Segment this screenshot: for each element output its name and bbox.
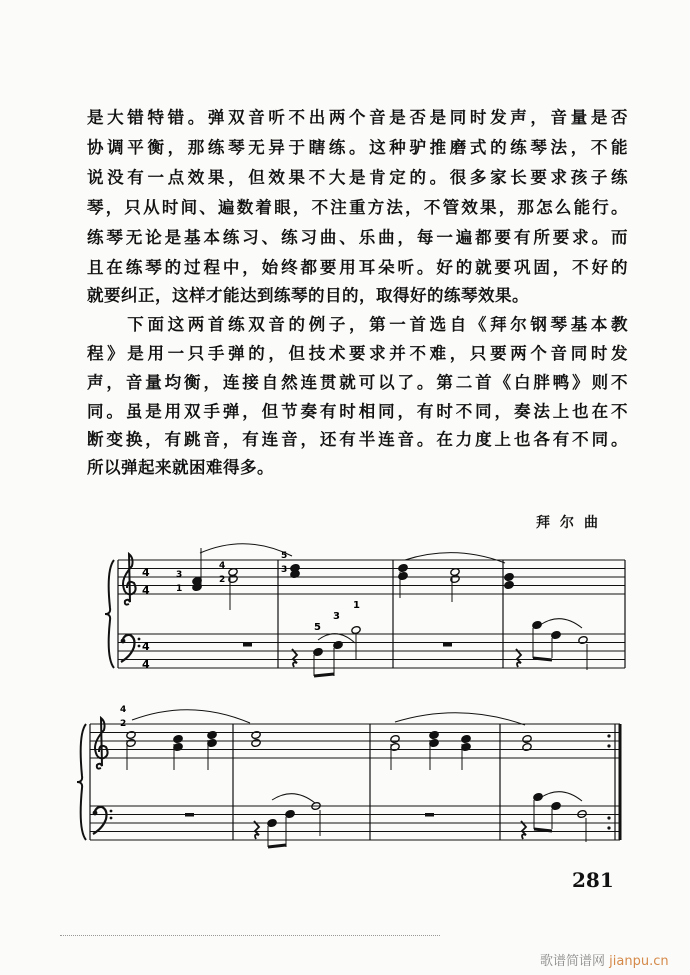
fingering: 3 bbox=[333, 611, 340, 622]
note-head bbox=[390, 735, 400, 744]
bass-clef-dot bbox=[110, 817, 113, 820]
whole-rest bbox=[443, 643, 452, 647]
bass-clef-dot bbox=[93, 811, 98, 816]
watermark-url: jianpu.cn bbox=[609, 954, 669, 969]
note-head bbox=[578, 636, 588, 645]
watermark-cn: 歌谱简谱网 bbox=[540, 954, 606, 969]
note-head bbox=[450, 575, 460, 584]
note-head bbox=[207, 731, 217, 740]
fingering: 3 bbox=[176, 570, 183, 580]
repeat-dot bbox=[607, 744, 610, 747]
fingering: 4 bbox=[219, 561, 226, 571]
fingering: 2 bbox=[120, 719, 127, 729]
slur bbox=[540, 792, 582, 801]
text-line: 练琴无论是基本练习、练习曲、乐曲，每一遍都要有所要求。而 bbox=[87, 228, 628, 247]
fingering: 4 bbox=[120, 705, 127, 715]
slur bbox=[200, 544, 292, 556]
text-line: 就要纠正，这样才能达到练琴的目的，取得好的练琴效果。 bbox=[87, 286, 529, 305]
brace bbox=[105, 560, 114, 668]
time-signature-top: 4 bbox=[142, 566, 150, 579]
fingering: 5 bbox=[281, 551, 288, 561]
bass-clef-dot bbox=[110, 810, 113, 813]
fingering: 5 bbox=[314, 622, 321, 633]
note-head bbox=[398, 572, 408, 581]
bass-clef-dot bbox=[121, 639, 126, 644]
slur bbox=[272, 794, 315, 803]
beam bbox=[314, 674, 334, 676]
slur bbox=[540, 619, 582, 628]
quarter-rest bbox=[292, 649, 297, 667]
treble-clef bbox=[123, 554, 136, 605]
fingering: 1 bbox=[176, 584, 183, 594]
repeat-dot bbox=[607, 826, 610, 829]
time-signature-top: 4 bbox=[142, 640, 150, 653]
note-head bbox=[351, 626, 361, 635]
beam bbox=[268, 845, 286, 847]
slur bbox=[132, 710, 250, 723]
note-head bbox=[504, 573, 514, 582]
text-line: 下面这两首练双音的例子，第一首选自《拜尔钢琴基本教 bbox=[87, 315, 628, 334]
time-signature-bottom: 4 bbox=[142, 584, 150, 597]
note-head bbox=[228, 575, 238, 584]
composer-credit: 拜尔曲 bbox=[536, 515, 608, 531]
text-line: 是大错特错。弹双音听不出两个音是否是同时发声，音量是否 bbox=[87, 108, 628, 127]
beam bbox=[533, 658, 552, 660]
quarter-rest bbox=[521, 821, 526, 839]
repeat-dot bbox=[607, 734, 610, 737]
quarter-rest bbox=[516, 649, 521, 667]
fingering: 2 bbox=[219, 575, 226, 585]
bass-clef-dot bbox=[138, 638, 141, 641]
note-head bbox=[522, 735, 532, 744]
note-head bbox=[126, 731, 136, 740]
note-head bbox=[461, 735, 471, 744]
beam bbox=[534, 829, 552, 831]
bass-clef-dot bbox=[138, 645, 141, 648]
text-line: 同。虽是用双手弹，但节奏有时相同，有时不同，奏法上也在不 bbox=[87, 402, 628, 421]
time-signature-bottom: 4 bbox=[142, 658, 150, 671]
note-head bbox=[398, 564, 408, 573]
brace bbox=[77, 724, 86, 840]
text-line: 说没有一点效果，但效果不大是肯定的。很多家长要求孩子练 bbox=[87, 168, 628, 187]
text-line: 声，音量均衡，连接自然连贯就可以了。第二首《白胖鸭》则不 bbox=[87, 373, 628, 392]
note-head bbox=[522, 743, 532, 752]
quarter-rest bbox=[254, 821, 259, 839]
whole-rest bbox=[185, 813, 194, 817]
whole-rest bbox=[425, 813, 434, 817]
text-line: 琴，只从时间、遍数着眼，不注重方法，不管效果，那怎么能行。 bbox=[87, 198, 628, 217]
note-head bbox=[504, 581, 514, 590]
note-head bbox=[429, 731, 439, 740]
slur bbox=[405, 553, 505, 563]
text-line: 断变换，有跳音，有连音，还有半连音。在力度上也各有不同。 bbox=[87, 430, 628, 449]
fingering: 1 bbox=[353, 600, 360, 611]
watermark bbox=[540, 950, 669, 969]
text-line: 协调平衡，那练琴无异于瞎练。这种驴推磨式的练琴法，不能 bbox=[87, 138, 628, 157]
note-head bbox=[173, 735, 183, 744]
page-number: 281 bbox=[572, 868, 614, 892]
note-head bbox=[251, 739, 261, 748]
text-line: 所以弹起来就困难得多。 bbox=[87, 458, 274, 477]
treble-clef bbox=[95, 718, 108, 769]
repeat-dot bbox=[607, 816, 610, 819]
text-line: 程》是用一只手弹的，但技术要求并不难，只要两个音同时发 bbox=[87, 344, 628, 363]
slur bbox=[395, 713, 525, 725]
whole-rest bbox=[243, 643, 252, 647]
fingering: 3 bbox=[281, 565, 288, 575]
scan-artifact-line bbox=[60, 935, 440, 937]
note-head bbox=[251, 731, 261, 740]
text-line: 且在练琴的过程中，始终都要用耳朵听。好的就要巩固，不好的 bbox=[87, 258, 628, 277]
